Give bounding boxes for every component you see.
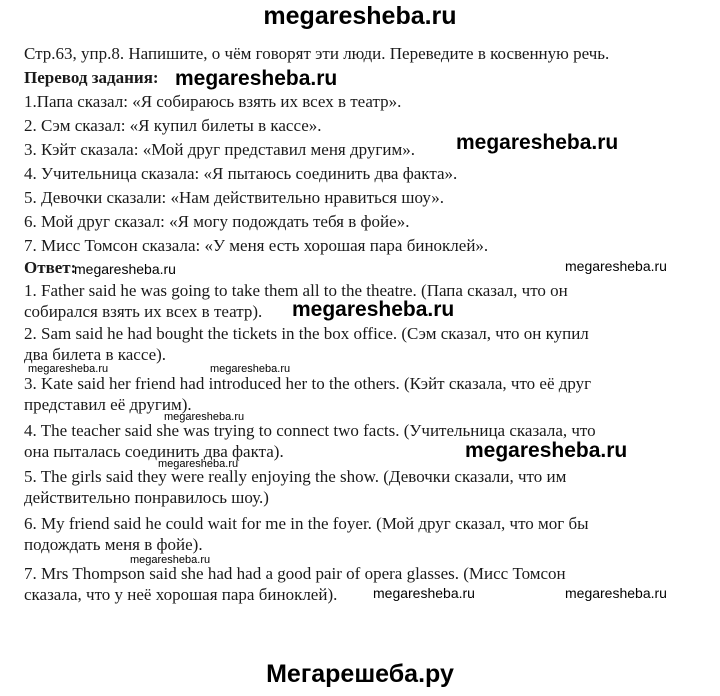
watermark: megaresheba.ru — [456, 131, 619, 154]
translation-line-5: 5. Девочки сказали: «Нам действительно нравиться шоу». — [24, 188, 444, 207]
answer-line-4: два билета в кассе). — [24, 345, 167, 364]
watermark: megaresheba.ru — [74, 261, 176, 277]
watermark: megaresheba.ru — [292, 298, 455, 321]
answer-line-6: представил её другим). — [24, 395, 192, 414]
answer-line-8: она пыталась соединить два факта). — [24, 442, 284, 461]
answer-line-14: сказала, что у неё хорошая пара биноклей). — [24, 585, 338, 604]
watermark: megaresheba.ru — [130, 554, 211, 566]
watermark: megaresheba.ru — [373, 585, 475, 601]
watermark: megaresheba.ru — [175, 67, 338, 90]
watermark: megaresheba.ru — [565, 258, 667, 274]
answer-line-2: собирался взять их всех в театр). — [24, 302, 263, 321]
watermark: megaresheba.ru — [565, 585, 667, 601]
translation-line-7: 7. Мисс Томсон сказала: «У меня есть хорошая пара биноклей». — [24, 236, 489, 255]
task-statement: Стр.63, упр.8. Напишите, о чём говорят эти люди. Переведите в косвенную речь. — [24, 44, 610, 63]
site-footer-logo: Мегарешеба.ру — [266, 660, 454, 688]
site-header-logo: megaresheba.ru — [263, 2, 457, 30]
watermark: megaresheba.ru — [465, 439, 628, 462]
watermark: megaresheba.ru — [28, 363, 109, 375]
answer-line-12: подождать меня в фойе). — [24, 535, 203, 554]
watermark: megaresheba.ru — [158, 458, 239, 470]
translation-line-6: 6. Мой друг сказал: «Я могу подождать тебя в фойе». — [24, 212, 410, 231]
answer-line-7: 4. The teacher said she was trying to connect two facts. (Учительница сказала, что — [24, 421, 596, 440]
translation-heading: Перевод задания: — [24, 68, 159, 87]
translation-line-4: 4. Учительница сказала: «Я пытаюсь соединить два факта». — [24, 164, 458, 183]
answer-heading: Ответ: — [24, 258, 77, 277]
answer-line-1: 1. Father said he was going to take them all to the theatre. (Папа сказал, что он — [24, 281, 568, 300]
answer-line-3: 2. Sam said he had bought the tickets in the box office. (Сэм сказал, что он купил — [24, 324, 589, 343]
translation-line-1: 1.Папа сказал: «Я собираюсь взять их всех в театр». — [24, 92, 402, 111]
answer-line-5: 3. Kate said her friend had introduced her to the others. (Кэйт сказала, что её друг — [24, 374, 592, 393]
answer-line-13: 7. Mrs Thompson said she had had a good pair of opera glasses. (Мисс Томсон — [24, 564, 566, 583]
translation-line-3: 3. Кэйт сказала: «Мой друг представил меня другим». — [24, 140, 416, 159]
watermark: megaresheba.ru — [210, 363, 291, 375]
translation-line-2: 2. Сэм сказал: «Я купил билеты в кассе». — [24, 116, 322, 135]
watermark: megaresheba.ru — [164, 411, 245, 423]
answer-line-9: 5. The girls said they were really enjoying the show. (Девочки сказали, что им — [24, 467, 567, 486]
answer-line-10: действительно понравилось шоу.) — [24, 488, 269, 507]
answer-line-11: 6. My friend said he could wait for me in the foyer. (Мой друг сказал, что мог бы — [24, 514, 589, 533]
